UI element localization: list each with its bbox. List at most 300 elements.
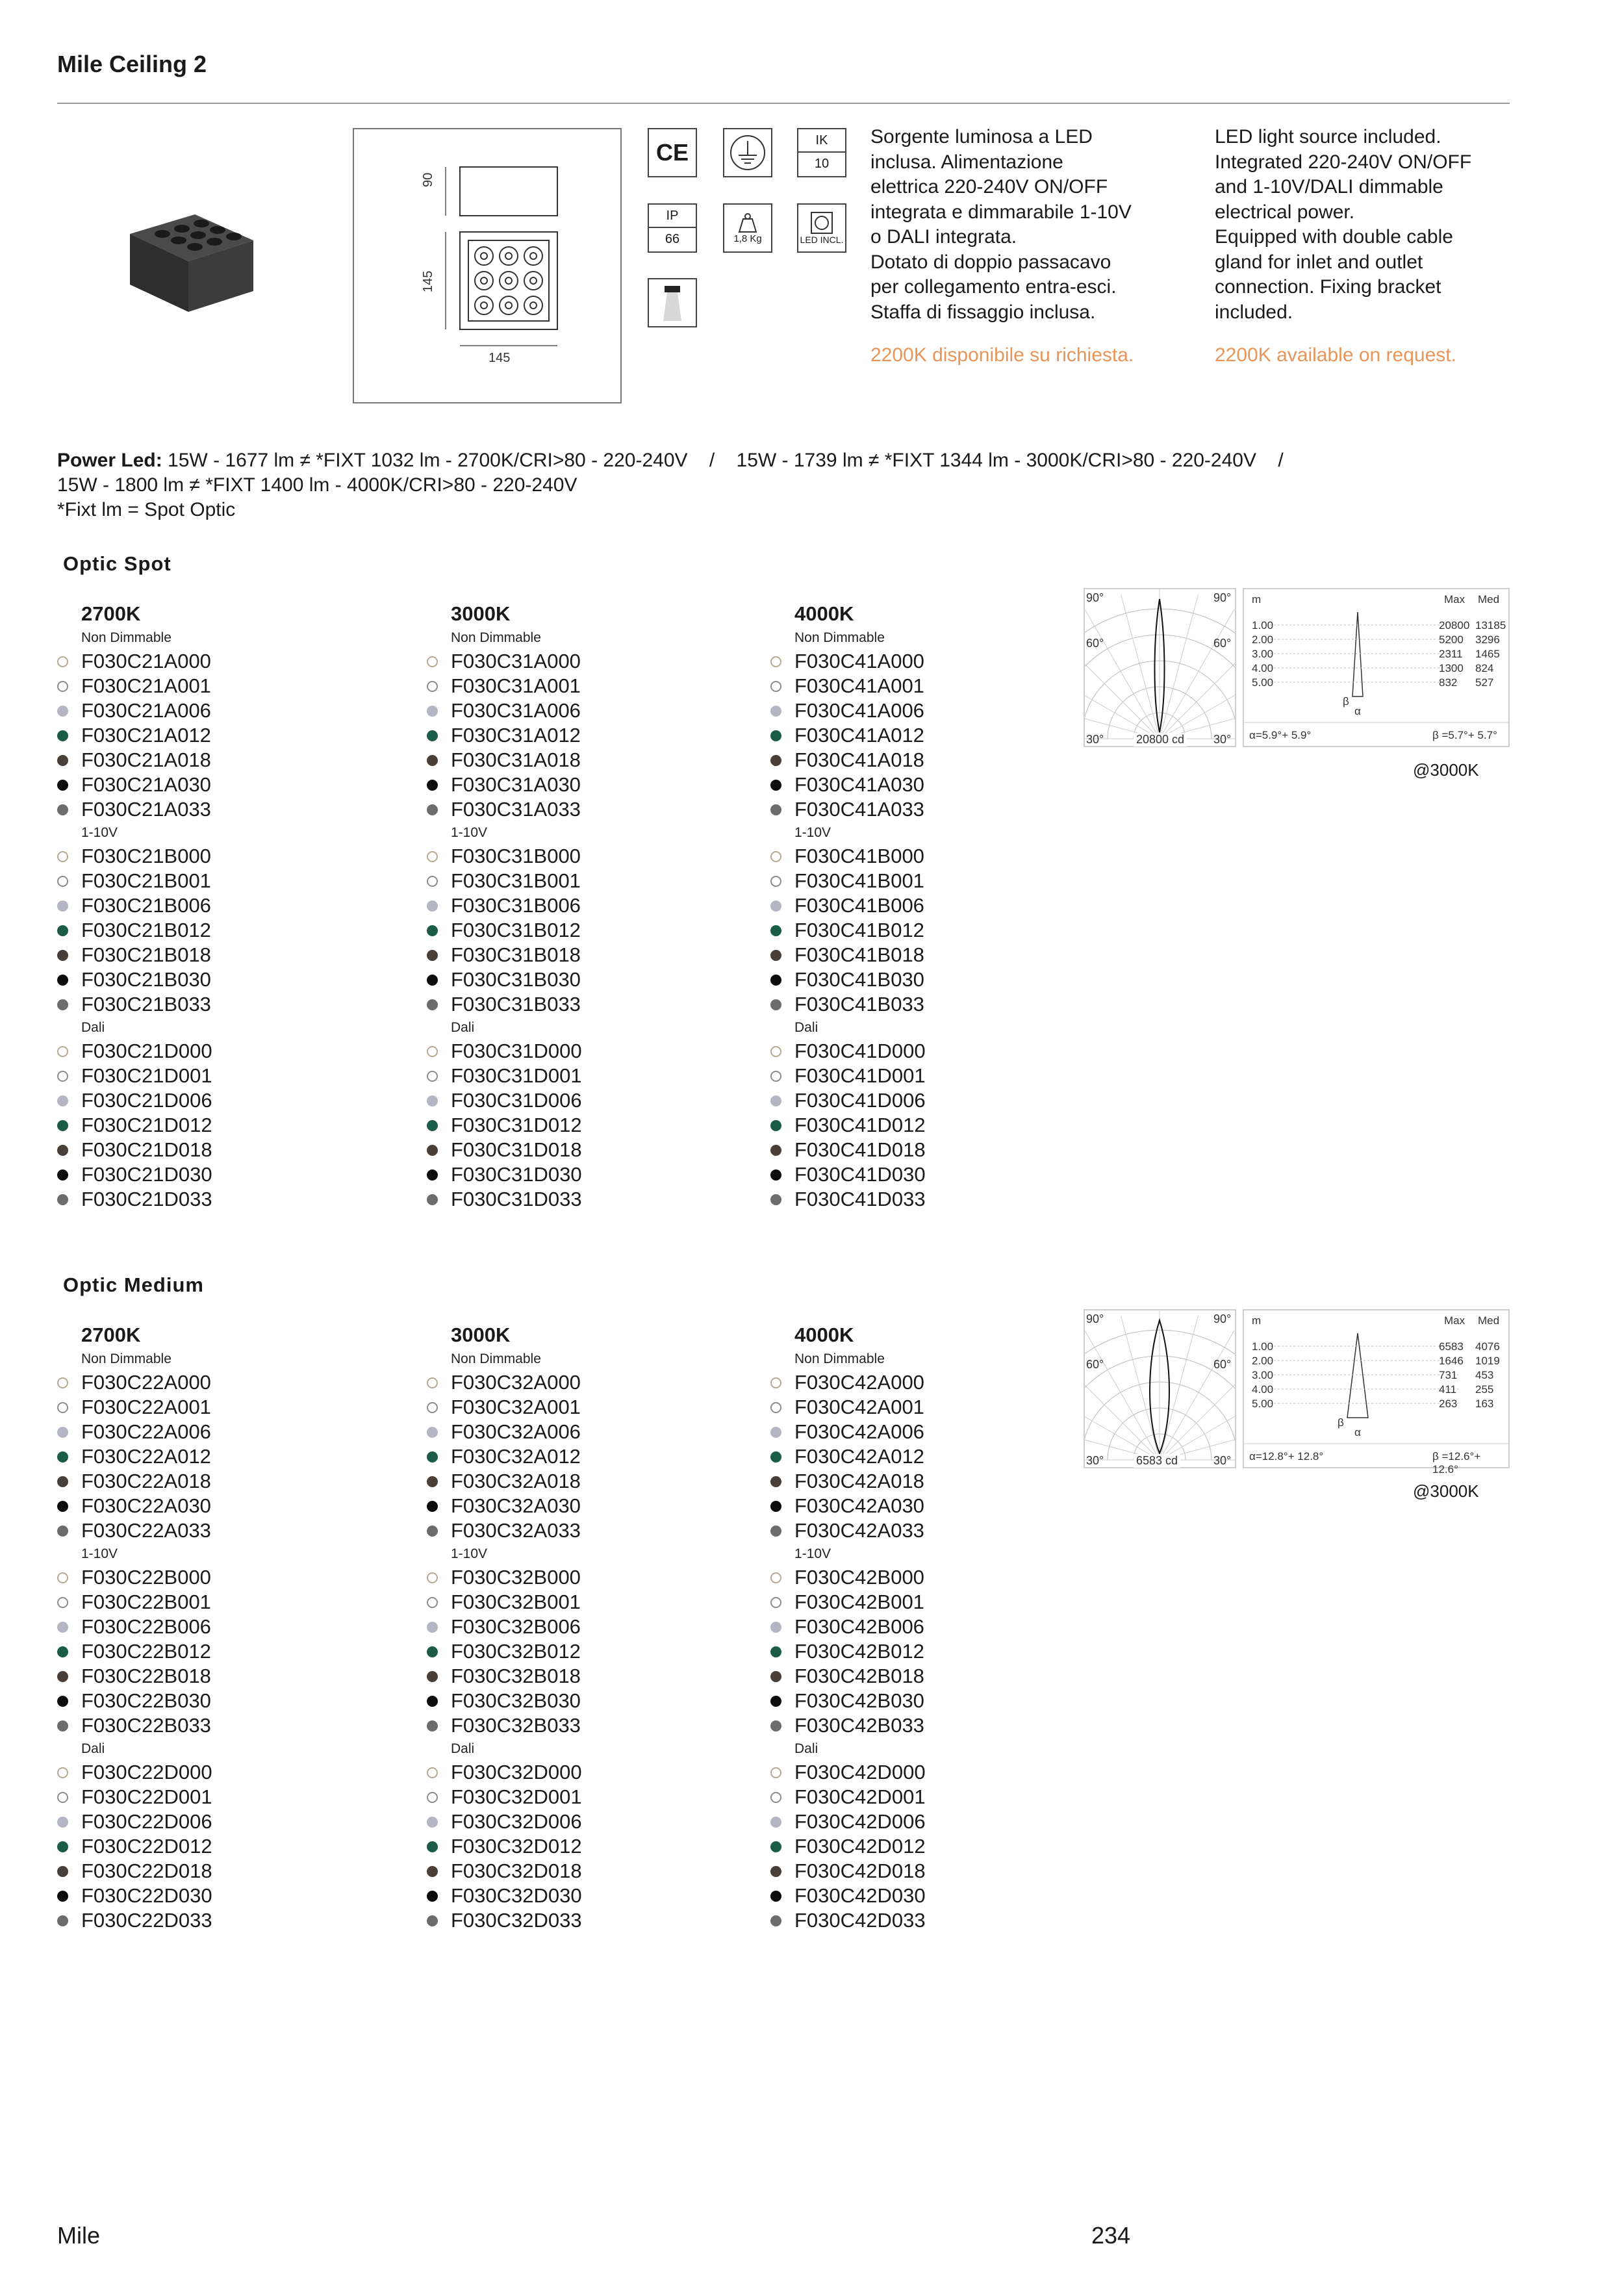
product-code-row xyxy=(57,797,317,822)
product-code: F030C41B033 xyxy=(794,993,924,1016)
distance-value: 5.00 xyxy=(1252,676,1274,689)
finish-swatch xyxy=(427,901,438,912)
finish-swatch xyxy=(427,1597,438,1608)
finish-swatch xyxy=(57,706,68,717)
product-code: F030C21B012 xyxy=(81,919,211,941)
finish-swatch xyxy=(427,876,438,887)
page-title: Mile Ceiling 2 xyxy=(57,51,207,77)
product-code-row xyxy=(57,1859,317,1884)
product-code: F030C21B000 xyxy=(81,845,211,867)
product-code-row xyxy=(770,893,1030,918)
finish-swatch xyxy=(57,1891,68,1902)
finish-swatch xyxy=(57,1451,68,1463)
finish-swatch xyxy=(57,975,68,986)
product-code: F030C42B006 xyxy=(794,1615,924,1638)
product-code: F030C32A006 xyxy=(451,1420,581,1443)
finish-swatch xyxy=(427,1145,438,1156)
optic-title: Optic Medium xyxy=(63,1273,204,1296)
finish-swatch xyxy=(427,1451,438,1463)
optic-spot-section xyxy=(0,552,1624,1234)
product-code: F030C22A001 xyxy=(81,1396,211,1418)
spot-beam-icon xyxy=(648,278,697,327)
finish-swatch xyxy=(770,1817,781,1828)
finish-swatch xyxy=(57,1120,68,1131)
product-code: F030C41B018 xyxy=(794,943,924,966)
product-code-row xyxy=(427,1420,687,1444)
desc-en-line: Integrated 220-240V ON/OFF xyxy=(1215,151,1472,173)
product-code: F030C22B006 xyxy=(81,1615,211,1638)
product-code-row xyxy=(770,698,1030,723)
finish-swatch xyxy=(770,876,781,887)
ik-rating-icon xyxy=(797,128,846,177)
finish-swatch xyxy=(427,1817,438,1828)
finish-swatch xyxy=(770,1169,781,1181)
product-code: F030C42B012 xyxy=(794,1640,924,1663)
desc-en-line: electrical power. xyxy=(1215,201,1355,223)
finish-swatch xyxy=(770,1451,781,1463)
product-code-row xyxy=(57,1420,317,1444)
product-code: F030C41D012 xyxy=(794,1114,926,1136)
distance-value: 3.00 xyxy=(1252,648,1274,660)
color-temp-column xyxy=(57,1322,317,1933)
product-code-row xyxy=(57,918,317,943)
product-code-row xyxy=(770,869,1030,893)
product-code-row xyxy=(57,1689,317,1713)
product-code-row xyxy=(770,748,1030,773)
product-code-row xyxy=(57,1444,317,1469)
finish-swatch xyxy=(427,1169,438,1181)
product-code-row xyxy=(770,943,1030,967)
product-code: F030C32B006 xyxy=(451,1615,581,1638)
finish-swatch xyxy=(57,1095,68,1106)
finish-swatch xyxy=(57,1646,68,1657)
product-code: F030C42A012 xyxy=(794,1445,924,1468)
header-divider xyxy=(57,103,1510,104)
dimming-type-label: Non Dimmable xyxy=(81,630,171,645)
product-code: F030C21D006 xyxy=(81,1089,212,1112)
distance-value: 3.00 xyxy=(1252,1369,1274,1381)
product-code-row xyxy=(770,1713,1030,1738)
product-code-row xyxy=(427,1113,687,1138)
product-code: F030C21A000 xyxy=(81,650,211,672)
dim-height: 90 xyxy=(421,172,435,187)
product-code: F030C22A018 xyxy=(81,1470,211,1492)
product-code: F030C21B018 xyxy=(81,943,211,966)
dimming-type-label: Dali xyxy=(794,1020,818,1035)
power-label: Power Led: xyxy=(57,450,162,471)
product-code-row xyxy=(57,1370,317,1395)
dimming-type-label: Non Dimmable xyxy=(451,1351,541,1366)
product-code: F030C41D001 xyxy=(794,1064,926,1087)
color-temp-column xyxy=(57,601,317,1212)
product-code-row xyxy=(57,1088,317,1113)
finish-swatch xyxy=(427,1194,438,1205)
product-code-row xyxy=(770,1590,1030,1615)
product-code-row xyxy=(57,649,317,674)
finish-swatch xyxy=(57,755,68,766)
dimming-type-label: 1-10V xyxy=(81,1546,118,1561)
product-code: F030C21D001 xyxy=(81,1064,212,1087)
product-code-row xyxy=(427,649,687,674)
product-code-row xyxy=(427,1713,687,1738)
weight-label: 1,8 Kg xyxy=(733,233,762,244)
finish-swatch xyxy=(57,1720,68,1731)
max-lux-value: 411 xyxy=(1439,1383,1457,1396)
dimming-type-label: Non Dimmable xyxy=(794,630,885,645)
product-code-row xyxy=(57,1039,317,1064)
finish-swatch xyxy=(770,851,781,862)
desc-en-line: Equipped with double cable xyxy=(1215,226,1453,248)
finish-swatch xyxy=(57,1572,68,1583)
led-incl-label: LED INCL. xyxy=(800,235,844,245)
product-code-row xyxy=(57,1518,317,1543)
angle-label-90-left: 90° xyxy=(1086,591,1104,604)
dimming-type-label: Dali xyxy=(81,1020,105,1035)
product-code-row xyxy=(427,698,687,723)
distance-value: 4.00 xyxy=(1252,1383,1274,1396)
dimming-type-label: 1-10V xyxy=(81,825,118,840)
max-lux-value: 1646 xyxy=(1439,1355,1464,1367)
peak-intensity: 6583 cd xyxy=(1134,1454,1180,1468)
dimming-type-label: 1-10V xyxy=(794,825,831,840)
finish-swatch xyxy=(57,1402,68,1413)
finish-swatch xyxy=(770,1476,781,1487)
finish-swatch xyxy=(427,1915,438,1926)
ground-symbol-icon xyxy=(723,128,772,177)
product-code-row xyxy=(57,1138,317,1162)
product-code: F030C32B000 xyxy=(451,1566,581,1589)
product-code: F030C41B030 xyxy=(794,968,924,991)
finish-swatch xyxy=(770,1377,781,1388)
finish-swatch xyxy=(427,1476,438,1487)
finish-swatch xyxy=(427,1427,438,1438)
product-code: F030C32A030 xyxy=(451,1494,581,1517)
desc-it-line: integrata e dimmarabile 1-10V xyxy=(870,201,1132,223)
power-line-1: 15W - 1677 lm ≠ *FIXT 1032 lm - 2700K/CRI>80 - 220-240V / 15W - 1739 lm ≠ *FIXT 1344 lm - 3000K/CRI>80 - 220-240V / xyxy=(168,450,1284,471)
product-code: F030C42B030 xyxy=(794,1689,924,1712)
product-code-row xyxy=(57,1615,317,1639)
finish-swatch xyxy=(770,1194,781,1205)
beta-symbol: β xyxy=(1343,695,1349,708)
product-code-row xyxy=(427,797,687,822)
color-temp-heading: 4000K xyxy=(794,602,854,625)
finish-swatch xyxy=(427,1866,438,1877)
angle-label-30-left: 30° xyxy=(1086,733,1104,746)
product-code-row xyxy=(770,1064,1030,1088)
finish-swatch xyxy=(770,1915,781,1926)
beam-cone-graphic xyxy=(1244,589,1508,746)
finish-swatch xyxy=(427,1841,438,1852)
dimming-type-label: Dali xyxy=(451,1741,475,1756)
dimming-type-label: Dali xyxy=(81,1741,105,1756)
color-temp-heading: 2700K xyxy=(81,602,141,625)
product-code: F030C22D012 xyxy=(81,1835,212,1858)
polar-diagram xyxy=(1084,1309,1236,1468)
finish-swatch xyxy=(427,1402,438,1413)
product-code: F030C32D030 xyxy=(451,1884,582,1907)
product-code: F030C41B001 xyxy=(794,869,924,892)
table-head-m: m xyxy=(1252,593,1262,606)
med-lux-value: 13185 xyxy=(1475,619,1506,632)
product-code-row xyxy=(57,773,317,797)
polar-diagram xyxy=(1084,588,1236,747)
distance-value: 5.00 xyxy=(1252,1398,1274,1410)
product-code: F030C22D006 xyxy=(81,1810,212,1833)
product-code-row xyxy=(770,773,1030,797)
product-code: F030C32D033 xyxy=(451,1909,582,1932)
desc-it-line: per collegamento entra-esci. xyxy=(870,276,1117,298)
finish-swatch xyxy=(57,1169,68,1181)
finish-swatch xyxy=(57,1476,68,1487)
finish-swatch xyxy=(770,1792,781,1803)
finish-swatch xyxy=(57,1792,68,1803)
desc-en-line: included. xyxy=(1215,301,1293,323)
finish-swatch xyxy=(427,1046,438,1057)
color-temp-column xyxy=(770,601,1030,1212)
product-code-row xyxy=(427,748,687,773)
finish-swatch xyxy=(57,1071,68,1082)
finish-swatch xyxy=(57,1145,68,1156)
product-code-row xyxy=(770,1113,1030,1138)
desc-it-line: o DALI integrata. xyxy=(870,226,1017,248)
product-code: F030C21A030 xyxy=(81,773,211,796)
optic-medium-section xyxy=(0,1273,1624,1956)
product-code: F030C42B001 xyxy=(794,1591,924,1613)
description-italian-note: 2200K disponibile su richiesta. xyxy=(870,344,1134,366)
finish-swatch xyxy=(427,1501,438,1512)
max-lux-value: 5200 xyxy=(1439,633,1464,646)
dim-depth: 145 xyxy=(421,270,435,292)
photometry-note: @3000K xyxy=(1413,1481,1479,1501)
finish-swatch xyxy=(57,1046,68,1057)
alpha-angle: α=12.8°+ 12.8° xyxy=(1249,1450,1324,1463)
product-code-row xyxy=(770,1494,1030,1518)
finish-swatch xyxy=(770,1071,781,1082)
product-code: F030C21D030 xyxy=(81,1163,212,1186)
finish-swatch xyxy=(770,730,781,741)
led-incl-icon xyxy=(797,203,846,253)
angle-label-90-left: 90° xyxy=(1086,1312,1104,1325)
angle-label-90-right: 90° xyxy=(1213,591,1232,604)
product-code-row xyxy=(770,992,1030,1017)
product-code-row xyxy=(57,1760,317,1785)
product-code: F030C42D012 xyxy=(794,1835,926,1858)
finish-swatch xyxy=(427,780,438,791)
product-code-row xyxy=(770,797,1030,822)
product-code: F030C31D012 xyxy=(451,1114,582,1136)
finish-swatch xyxy=(57,851,68,862)
dimming-type-label: Non Dimmable xyxy=(794,1351,885,1366)
dimming-type-label: 1-10V xyxy=(451,1546,488,1561)
finish-swatch xyxy=(57,950,68,961)
finish-swatch xyxy=(770,1501,781,1512)
product-code-row xyxy=(770,967,1030,992)
finish-swatch xyxy=(57,1817,68,1828)
finish-swatch xyxy=(427,755,438,766)
polar-curve-graphic xyxy=(1085,1310,1235,1467)
product-code-row xyxy=(57,674,317,698)
product-code: F030C32B001 xyxy=(451,1591,581,1613)
product-code-row xyxy=(57,992,317,1017)
finish-swatch xyxy=(57,1194,68,1205)
product-code: F030C22D000 xyxy=(81,1761,212,1783)
product-code-row xyxy=(57,1162,317,1187)
product-code-row xyxy=(770,1639,1030,1664)
product-code-row xyxy=(770,1039,1030,1064)
beta-angle: β =12.6°+ 12.6° xyxy=(1432,1450,1481,1476)
finish-swatch xyxy=(57,1696,68,1707)
product-code: F030C31A012 xyxy=(451,724,581,747)
product-code: F030C31D006 xyxy=(451,1089,582,1112)
product-code: F030C31A006 xyxy=(451,699,581,722)
power-line-2: 15W - 1800 lm ≠ *FIXT 1400 lm - 4000K/CRI>80 - 220-240V xyxy=(57,474,577,496)
finish-swatch xyxy=(770,1622,781,1633)
finish-swatch xyxy=(770,1095,781,1106)
desc-it-line: elettrica 220-240V ON/OFF xyxy=(870,176,1108,198)
finish-swatch xyxy=(770,1402,781,1413)
product-code: F030C32B018 xyxy=(451,1665,581,1687)
med-lux-value: 824 xyxy=(1475,662,1494,674)
finish-swatch xyxy=(427,1720,438,1731)
product-code-row xyxy=(770,649,1030,674)
finish-swatch xyxy=(427,1646,438,1657)
finish-swatch xyxy=(427,925,438,936)
product-code: F030C41A006 xyxy=(794,699,924,722)
product-code-row xyxy=(57,1064,317,1088)
product-code: F030C41A018 xyxy=(794,748,924,771)
product-code-row xyxy=(770,674,1030,698)
product-code-row xyxy=(427,1908,687,1933)
product-code: F030C31B012 xyxy=(451,919,581,941)
finish-swatch xyxy=(427,975,438,986)
product-code-row xyxy=(427,967,687,992)
product-code: F030C42A018 xyxy=(794,1470,924,1492)
finish-swatch xyxy=(57,901,68,912)
finish-swatch xyxy=(57,1671,68,1682)
finish-swatch xyxy=(427,804,438,815)
med-lux-value: 4076 xyxy=(1475,1340,1500,1353)
product-code: F030C22A000 xyxy=(81,1371,211,1394)
product-code-row xyxy=(770,1809,1030,1834)
distance-value: 2.00 xyxy=(1252,633,1274,646)
product-code: F030C31D033 xyxy=(451,1188,582,1210)
finish-swatch xyxy=(770,1427,781,1438)
illuminance-table xyxy=(1243,1309,1510,1476)
table-head-med: Med xyxy=(1478,593,1500,606)
product-code: F030C42A006 xyxy=(794,1420,924,1443)
product-code-row xyxy=(427,773,687,797)
product-code: F030C32D012 xyxy=(451,1835,582,1858)
product-code: F030C31B001 xyxy=(451,869,581,892)
product-code-row xyxy=(770,1469,1030,1494)
product-code-row xyxy=(57,943,317,967)
dimming-type-label: Dali xyxy=(794,1741,818,1756)
product-code: F030C22B033 xyxy=(81,1714,211,1737)
finish-swatch xyxy=(770,1720,781,1731)
product-code-row xyxy=(57,1187,317,1212)
finish-swatch xyxy=(427,656,438,667)
product-code: F030C21A001 xyxy=(81,674,211,697)
product-code: F030C21A018 xyxy=(81,748,211,771)
table-head-max: Max xyxy=(1444,593,1465,606)
finish-swatch xyxy=(770,1145,781,1156)
finish-swatch xyxy=(770,950,781,961)
product-code: F030C42A001 xyxy=(794,1396,924,1418)
optic-title: Optic Spot xyxy=(63,552,171,575)
product-code: F030C31B033 xyxy=(451,993,581,1016)
product-code: F030C41B012 xyxy=(794,919,924,941)
page-number: 234 xyxy=(1091,2222,1131,2249)
product-code-row xyxy=(770,1138,1030,1162)
product-code: F030C22A030 xyxy=(81,1494,211,1517)
product-code: F030C21B001 xyxy=(81,869,211,892)
finish-swatch xyxy=(427,999,438,1010)
finish-swatch xyxy=(427,1572,438,1583)
finish-swatch xyxy=(770,1646,781,1657)
product-code-row xyxy=(427,1615,687,1639)
product-code: F030C42B033 xyxy=(794,1714,924,1737)
product-code-row xyxy=(770,1615,1030,1639)
max-lux-value: 6583 xyxy=(1439,1340,1464,1353)
finish-swatch xyxy=(427,950,438,961)
distance-value: 2.00 xyxy=(1252,1355,1274,1367)
product-code: F030C42A033 xyxy=(794,1519,924,1542)
finish-swatch xyxy=(770,1671,781,1682)
dim-width: 145 xyxy=(488,351,511,365)
med-lux-value: 1019 xyxy=(1475,1355,1500,1367)
product-code-row xyxy=(427,723,687,748)
finish-swatch xyxy=(770,925,781,936)
product-code: F030C41B006 xyxy=(794,894,924,917)
desc-it-line: Staffa di fissaggio inclusa. xyxy=(870,301,1096,323)
finish-swatch xyxy=(770,1572,781,1583)
product-code: F030C31A018 xyxy=(451,748,581,771)
dimension-sketch xyxy=(353,128,622,403)
product-code-row xyxy=(57,967,317,992)
product-code-row xyxy=(57,1395,317,1420)
distance-value: 1.00 xyxy=(1252,1340,1274,1353)
finish-swatch xyxy=(57,1915,68,1926)
product-code-row xyxy=(57,748,317,773)
max-lux-value: 263 xyxy=(1439,1398,1458,1410)
med-lux-value: 1465 xyxy=(1475,648,1500,660)
product-code: F030C31A001 xyxy=(451,674,581,697)
desc-en-line: and 1-10V/DALI dimmable xyxy=(1215,176,1443,198)
product-code: F030C22D030 xyxy=(81,1884,212,1907)
finish-swatch xyxy=(57,925,68,936)
angle-label-30-right: 30° xyxy=(1213,1454,1232,1467)
max-lux-value: 2311 xyxy=(1439,648,1463,660)
product-code: F030C42D001 xyxy=(794,1785,926,1808)
product-code: F030C32A000 xyxy=(451,1371,581,1394)
angle-label-60-left: 60° xyxy=(1086,1358,1104,1371)
product-code-row xyxy=(427,1590,687,1615)
dimming-type-label: Dali xyxy=(451,1020,475,1035)
product-code: F030C41B000 xyxy=(794,845,924,867)
weight-icon xyxy=(723,203,772,253)
max-lux-value: 832 xyxy=(1439,676,1458,689)
product-code-row xyxy=(427,1088,687,1113)
product-code: F030C41A001 xyxy=(794,674,924,697)
finish-swatch xyxy=(770,1526,781,1537)
product-code-row xyxy=(770,1785,1030,1809)
dimming-type-label: 1-10V xyxy=(794,1546,831,1561)
product-code: F030C21D018 xyxy=(81,1138,212,1161)
product-code-row xyxy=(427,1064,687,1088)
product-code-row xyxy=(57,1809,317,1834)
product-code: F030C22D001 xyxy=(81,1785,212,1808)
finish-swatch xyxy=(770,755,781,766)
